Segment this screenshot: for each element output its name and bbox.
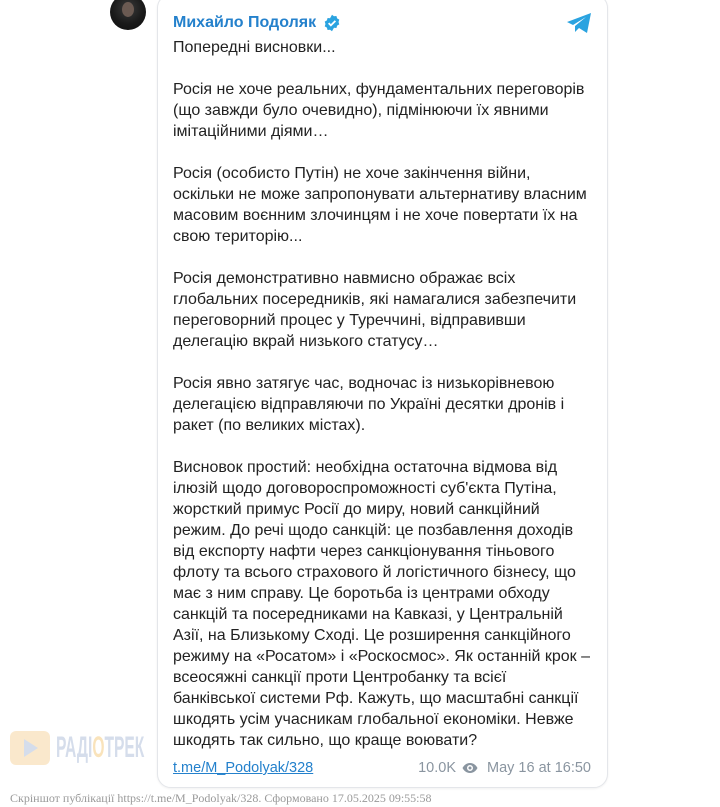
post-card bbox=[157, 0, 608, 788]
eye-icon bbox=[462, 762, 478, 774]
post-paragraph: Росія (особисто Путін) не хоче закінчення війни, оскільки не може запропонувати альтернативу власним масовим воєнним злочинцям і не хоче повертати їх на свою територію... bbox=[173, 165, 587, 245]
radiotrek-watermark bbox=[10, 731, 150, 765]
screenshot-caption: Скріншот публікації https://t.me/M_Podolyak/328. Сформовано 17.05.2025 09:55:58 bbox=[10, 791, 432, 805]
post-paragraph: Росія демонстративно навмисно ображає всіх глобальних посередників, які намагалися забезпечити переговорний процес у Туреччині, відправивши делегацію вкрай низького статусу… bbox=[173, 270, 577, 350]
view-count: 10.0K bbox=[418, 760, 456, 776]
post-header bbox=[173, 13, 591, 33]
verified-badge-icon bbox=[323, 14, 341, 32]
telegram-icon[interactable] bbox=[566, 12, 592, 34]
post-text bbox=[173, 37, 593, 751]
post-paragraph: Попередні висновки... bbox=[173, 39, 336, 56]
post-footer bbox=[173, 759, 591, 777]
post-paragraph: Росія не хоче реальних, фундаментальних переговорів (що завжди було очевидно), підмінюючи їх явними імітаційними діями… bbox=[173, 81, 585, 140]
play-logo-icon bbox=[10, 731, 50, 765]
author-avatar[interactable] bbox=[110, 0, 146, 30]
post-date: May 16 at 16:50 bbox=[487, 760, 591, 776]
post-link[interactable]: t.me/M_Podolyak/328 bbox=[173, 760, 314, 776]
watermark-brand: РАДІОТРЕК bbox=[56, 731, 145, 764]
post-paragraph: Висновок простий: необхідна остаточна відмова від ілюзій щодо договороспроможності суб'єкта Путіна, жорсткий примус Росії до миру, новий санкційний режим. До речі щодо санкцій: це позбавлення доходів від експорту нафти через санкціонування тіньового флоту та всього страхового й логістичного бізнесу, що має з ним справу. Це боротьба із центрами обходу санкцій та посередниками на Кавказі, у Центральній Азії, на Близькому Сході. Це розширення санкційного режиму на «Росатом» і «Роскосмос». Як останній крок – всеосяжні санкції проти Центробанку та всієї банківської системи Рф. Кажуть, що масштабні санкції шкодять усім учасникам глобальної економіки. Невже шкодять так сильно, що краще воювати? bbox=[173, 459, 590, 749]
author-name[interactable]: Михайло Подоляк bbox=[173, 14, 317, 31]
post-paragraph: Росія явно затягує час, водночас із низькорівневою делегацією відправляючи по Україні десятки дронів і ракет (по великих містах). bbox=[173, 375, 565, 434]
avatar-face bbox=[122, 2, 134, 17]
